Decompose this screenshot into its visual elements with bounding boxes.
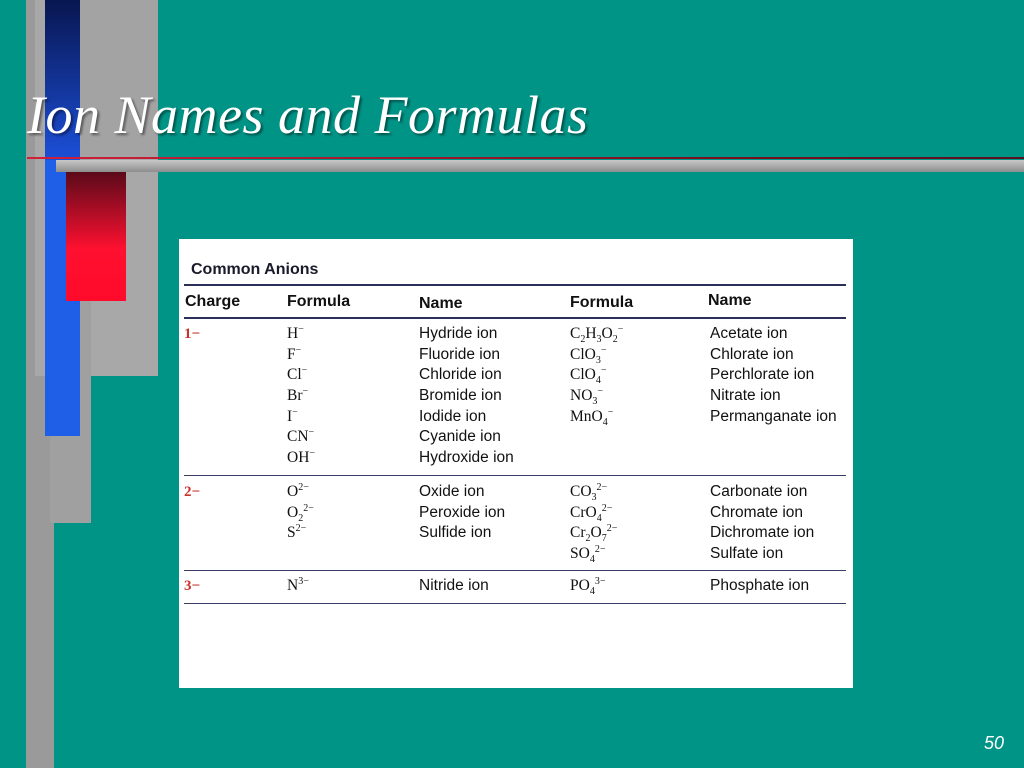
formula: $PO_4^{3-}$	[570, 575, 606, 598]
ion-name: Iodide ion	[419, 407, 487, 425]
name-column-2	[710, 576, 809, 597]
formula: $O_2^{2-}$	[287, 502, 314, 524]
formula: $S^{2-}$	[287, 523, 307, 542]
group-rule	[184, 603, 846, 604]
header-name-1: Name	[419, 295, 463, 312]
formula: CN−	[287, 427, 315, 446]
title-underline-gray	[56, 160, 1024, 172]
name-column-1	[419, 482, 505, 544]
name-column-2	[710, 324, 837, 427]
formula: $CO_3^{2-}$	[570, 481, 608, 504]
ion-name: Nitrate ion	[710, 387, 781, 405]
title-underline-red	[27, 157, 1024, 159]
formula: CrO$_4^{2-}$	[570, 502, 613, 524]
formula: $SO_4^{2-}$	[570, 543, 606, 566]
formula: $Cr_2O_7^{2-}$	[570, 523, 618, 545]
formula: H−	[287, 323, 304, 342]
ion-name: Chloride ion	[419, 366, 502, 384]
ion-name: Carbonate ion	[710, 483, 808, 500]
ion-name: Sulfide ion	[419, 524, 492, 542]
ion-name: Chlorate ion	[710, 345, 794, 363]
formula-column-1	[287, 576, 309, 597]
ion-name: Peroxide ion	[419, 503, 506, 521]
ion-name: Dichromate ion	[710, 524, 815, 542]
header-charge: Charge	[185, 293, 241, 310]
group-rule	[184, 570, 846, 571]
ion-name: Nitride ion	[419, 577, 489, 594]
anions-table	[179, 239, 853, 688]
formula: $N^{3-}$	[287, 575, 309, 594]
ion-name: Fluoride ion	[419, 345, 500, 363]
charge-cell: 2−	[184, 484, 201, 500]
ion-name: Sulfate ion	[710, 545, 784, 563]
group-rule	[184, 475, 846, 476]
decor-bar-red	[66, 172, 126, 301]
ion-name: Bromide ion	[419, 387, 502, 405]
header-rule	[184, 317, 846, 319]
formula: Cl−	[287, 365, 308, 384]
formula: $NO_3^-$	[570, 385, 604, 408]
header-name-2: Name	[708, 292, 752, 309]
formula: I−	[287, 406, 298, 425]
table-title: Common Anions	[191, 261, 319, 278]
formula: OH−	[287, 447, 316, 467]
name-column-1	[419, 576, 489, 597]
formula-column-1	[287, 324, 315, 469]
ion-name: Permanganate ion	[710, 407, 837, 425]
formula: ClO$_3$−	[570, 344, 607, 366]
name-column-2	[710, 482, 814, 565]
ion-name: Oxide ion	[419, 483, 485, 500]
formula: $O^{2-}$	[287, 481, 309, 500]
charge-cell: 1−	[184, 326, 201, 342]
header-formula-1: Formula	[287, 293, 351, 310]
formula: Br−	[287, 385, 309, 405]
formula-column-2	[570, 482, 617, 565]
name-column-1	[419, 324, 514, 469]
formula-column-2	[570, 324, 623, 427]
formula: F−	[287, 344, 302, 363]
ion-name: Acetate ion	[710, 325, 788, 342]
ion-name: Phosphate ion	[710, 577, 810, 594]
ion-name: Perchlorate ion	[710, 366, 815, 384]
charge-cell: 3−	[184, 578, 201, 594]
header-formula-2: Formula	[570, 294, 634, 311]
formula: $C_2H_3O_2^-$	[570, 323, 624, 346]
ion-name: Hydride ion	[419, 325, 498, 342]
formula-column-2	[570, 576, 605, 597]
ion-name: Chromate ion	[710, 503, 804, 521]
page-number: 50	[983, 733, 1004, 753]
ion-name: Cyanide ion	[419, 428, 501, 446]
table-top-rule	[184, 284, 846, 286]
ion-name: Hydroxide ion	[419, 449, 514, 467]
slide-title: Ion Names and Formulas	[27, 85, 589, 145]
formula-column-1	[287, 482, 314, 544]
formula: MnO$_4$−	[570, 406, 614, 428]
formula: ClO$_4$−	[570, 365, 607, 387]
